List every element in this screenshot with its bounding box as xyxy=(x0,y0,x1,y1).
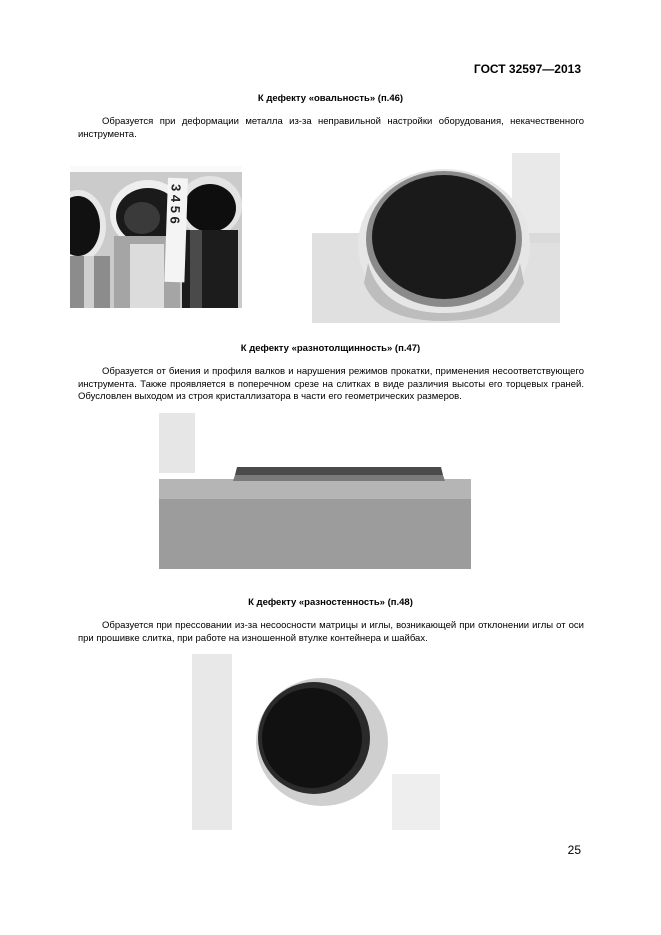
photo-tube-wall-difference xyxy=(192,654,440,830)
page-number: 25 xyxy=(567,843,581,857)
section-text-wall-difference xyxy=(78,620,584,645)
paragraph: Образуется от биения и профиля валков и нарушения режимов прокатки, применения несоответствующего инструмента. Также проявляется в поперечном срезе на слитках в виде различия высоты его торцевых граней. Обусловлен выходом из строя кристаллизатора в части его геометрических размеров. xyxy=(78,366,584,402)
photo-ingot-thickness xyxy=(159,413,471,569)
section-text-thickness xyxy=(78,366,584,404)
section-text-ovality xyxy=(78,116,584,141)
section-heading-wall-difference: К дефекту «разностенность» (п.48) xyxy=(248,597,413,608)
photo-oval-tube-end xyxy=(312,153,560,323)
photo-oval-tubes xyxy=(70,166,242,308)
section-heading-thickness: К дефекту «разнотолщинность» (п.47) xyxy=(240,343,421,354)
document-standard-number: ГОСТ 32597—2013 xyxy=(473,62,581,76)
section-heading-ovality: К дефекту «овальность» (п.46) xyxy=(257,93,404,104)
paragraph: Образуется при прессовании из-за несоосности матрицы и иглы, возникающей при отклонении иглы от оси при прошивке слитка, при работе на изношенной втулке контейнера и шайбах. xyxy=(78,620,584,644)
paragraph: Образуется при деформации металла из-за неправильной настройки оборудования, некачественного инструмента. xyxy=(78,116,584,140)
ruler-marking: 3 4 5 6 xyxy=(167,183,184,225)
